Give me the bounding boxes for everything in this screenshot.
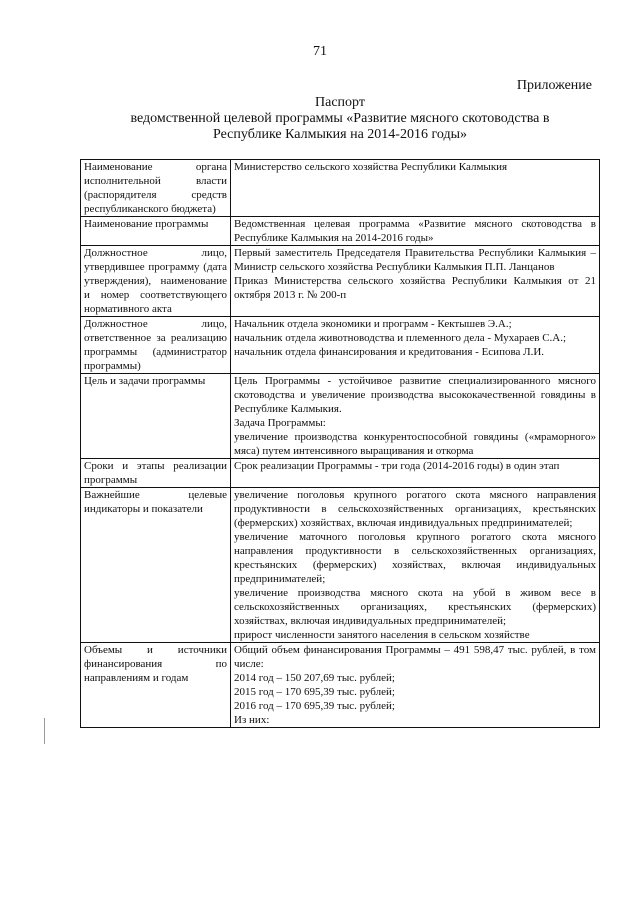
value-paragraph: Первый заместитель Председателя Правительства Республики Калмыкия – Министр сельского хозяйства Республики Калмыкия П.П. Ланцанов: [234, 247, 596, 273]
value-paragraph: Задача Программы:: [234, 417, 326, 429]
value-paragraph: Из них:: [234, 714, 270, 726]
scan-margin-mark: [44, 718, 45, 744]
row-label: Важнейшие целевые индикаторы и показатели: [81, 488, 231, 643]
passport-table: [80, 159, 600, 728]
row-label: Объемы и источники финансирования по направлениям и годам: [81, 643, 231, 728]
appendix-label: Приложение: [516, 78, 592, 93]
value-paragraph: Начальник отдела экономики и программ - Кектышев Э.А.;: [234, 318, 512, 330]
row-label: Наименование органа исполнительной власти (распорядителя средств республиканского бюджета): [81, 160, 231, 217]
value-paragraph: увеличение маточного поголовья крупного рогатого скота мясного направления продуктивности в сельскохозяйственных организациях, крестьянских (фермерских) хозяйствах, включая индивидуальных предпринимателей;: [234, 531, 596, 585]
value-paragraph: увеличение поголовья крупного рогатого скота мясного направления продуктивности в сельскохозяйственных организациях, крестьянских (фермерских) хозяйствах, включая индивидуальных предпринимателей;: [234, 489, 596, 529]
value-paragraph: начальник отдела животноводства и племенного дела - Мухараев С.А.;: [234, 332, 567, 344]
row-value: [231, 374, 600, 459]
row-value: [231, 459, 600, 488]
row-value: [231, 317, 600, 374]
table-row: [81, 217, 600, 246]
value-paragraph: начальник отдела финансирования и кредитования - Есипова Л.И.: [234, 346, 545, 358]
value-paragraph: Общий объем финансирования Программы – 491 598,47 тыс. рублей, в том числе:: [234, 644, 596, 670]
value-paragraph: 2016 год – 170 695,39 тыс. рублей;: [234, 700, 395, 712]
row-label: Цель и задачи программы: [81, 374, 231, 459]
table-row: [81, 246, 600, 317]
document-heading: [70, 95, 610, 143]
row-label: Должностное лицо, ответственное за реализацию программы (администратор программы): [81, 317, 231, 374]
row-value: [231, 217, 600, 246]
value-paragraph: 2014 год – 150 207,69 тыс. рублей;: [234, 672, 395, 684]
row-label: Сроки и этапы реализации программы: [81, 459, 231, 488]
value-paragraph: 2015 год – 170 695,39 тыс. рублей;: [234, 686, 395, 698]
value-paragraph: Цель Программы - устойчивое развитие специализированного мясного скотоводства и увеличение производства высококачественной говядины в Республике Калмыкия.: [234, 375, 596, 415]
row-value: [231, 246, 600, 317]
row-label: Наименование программы: [81, 217, 231, 246]
row-value: [231, 643, 600, 728]
value-paragraph: Ведомственная целевая программа «Развитие мясного скотоводства в Республике Калмыкия на 2014-2016 годы»: [234, 218, 596, 244]
table-row: [81, 317, 600, 374]
table-row: [81, 374, 600, 459]
table-row: [81, 459, 600, 488]
row-value: [231, 488, 600, 643]
table-row: [81, 488, 600, 643]
value-paragraph: Приказ Министерства сельского хозяйства Республики Калмыкия от 21 октября 2013 г. № 200-п: [234, 275, 596, 301]
row-label: Должностное лицо, утвердившее программу (дата утверждения), наименование и номер соответствующего нормативного акта: [81, 246, 231, 317]
heading-line: Республике Калмыкия на 2014-2016 годы»: [213, 127, 467, 142]
row-value: [231, 160, 600, 217]
value-paragraph: Министерство сельского хозяйства Республики Калмыкия: [234, 161, 508, 173]
value-paragraph: увеличение производства мясного скота на убой в живом весе в сельскохозяйственных организациях, крестьянских (фермерских) хозяйствах, включая индивидуальных предпринимателей;: [234, 587, 596, 627]
table-row: [81, 160, 600, 217]
heading-line: Паспорт: [315, 95, 365, 110]
heading-line: ведомственной целевой программы «Развитие мясного скотоводства в: [130, 111, 550, 126]
value-paragraph: увеличение производства конкурентоспособной говядины («мраморного» мяса) путем интенсивного выращивания и откорма: [234, 431, 596, 457]
page-number: 71: [313, 44, 327, 59]
table-row: [81, 643, 600, 728]
value-paragraph: прирост численности занятого населения в сельском хозяйстве: [234, 629, 530, 641]
value-paragraph: Срок реализации Программы - три года (2014-2016 годы) в один этап: [234, 460, 560, 472]
